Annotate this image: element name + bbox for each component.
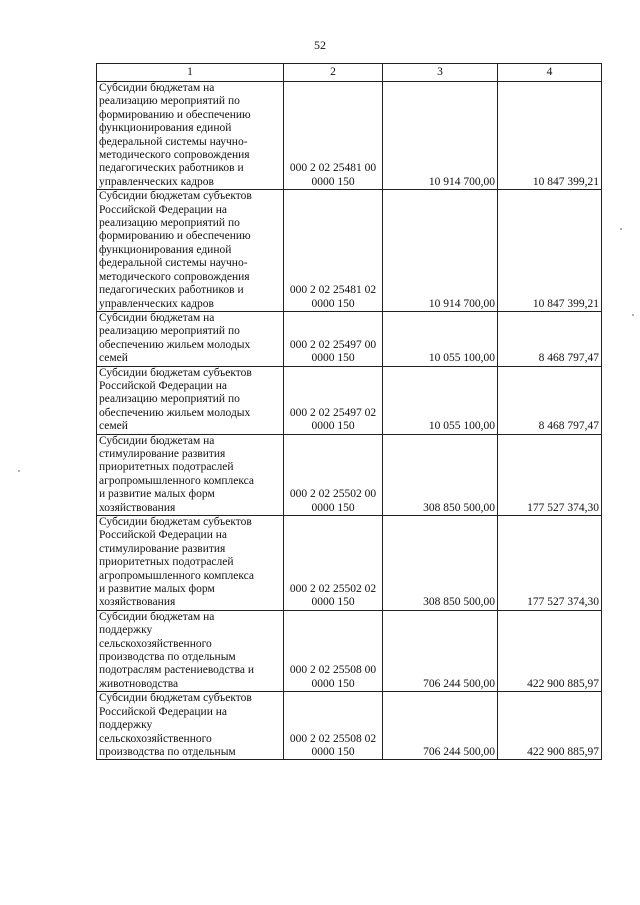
scan-speck: [620, 228, 622, 230]
budget-code: 000 2 02 25508 00 0000 150: [284, 610, 383, 691]
budget-code: 000 2 02 25497 02 0000 150: [284, 366, 383, 434]
subsidy-name: Субсидии бюджетам на реализацию мероприятий по формированию и обеспечению функционирования единой федеральной системы научно- методического сопровождения педагогических работников и управленческих кадров: [97, 82, 284, 190]
budget-code: 000 2 02 25502 00 0000 150: [284, 434, 383, 515]
planned-amount: 706 244 500,00: [383, 610, 498, 691]
budget-code: 000 2 02 25481 02 0000 150: [284, 190, 383, 312]
table-body: [97, 82, 602, 760]
budget-code: 000 2 02 25502 02 0000 150: [284, 516, 383, 611]
planned-amount: 10 055 100,00: [383, 311, 498, 366]
subsidy-name: Субсидии бюджетам субъектов Российской Федерации на стимулирование развития приоритетных подотраслей агропромышленного комплекса и развитие малых форм хозяйствования: [97, 516, 284, 611]
planned-amount: 10 914 700,00: [383, 82, 498, 190]
table-row: [97, 311, 602, 366]
actual-amount: 8 468 797,47: [498, 311, 602, 366]
planned-amount: 308 850 500,00: [383, 434, 498, 515]
subsidy-name: Субсидии бюджетам субъектов Российской Федерации на поддержку сельскохозяйственного производства по отдельным: [97, 692, 284, 760]
subsidy-name: Субсидии бюджетам на реализацию мероприятий по обеспечению жильем молодых семей: [97, 311, 284, 366]
scan-speck: [18, 470, 20, 472]
column-header-2: 2: [284, 64, 383, 82]
page-number: 52: [314, 38, 326, 52]
actual-amount: 10 847 399,21: [498, 82, 602, 190]
budget-code: 000 2 02 25481 00 0000 150: [284, 82, 383, 190]
table-header: [97, 64, 602, 82]
table-row: [97, 190, 602, 312]
subsidy-name: Субсидии бюджетам субъектов Российской Федерации на реализацию мероприятий по формированию и обеспечению функционирования единой федеральной системы научно- методического сопровождения педагогических работников и управленческих кадров: [97, 190, 284, 312]
column-header-4: 4: [498, 64, 602, 82]
subsidy-name: Субсидии бюджетам субъектов Российской Федерации на реализацию мероприятий по обеспечению жильем молодых семей: [97, 366, 284, 434]
budget-code: 000 2 02 25508 02 0000 150: [284, 692, 383, 760]
budget-table: [96, 63, 602, 760]
actual-amount: 8 468 797,47: [498, 366, 602, 434]
table-row: [97, 82, 602, 190]
budget-code: 000 2 02 25497 00 0000 150: [284, 311, 383, 366]
subsidy-name: Субсидии бюджетам на стимулирование развития приоритетных подотраслей агропромышленного комплекса и развитие малых форм хозяйствования: [97, 434, 284, 515]
scan-speck: [632, 314, 634, 316]
table-row: [97, 516, 602, 611]
actual-amount: 10 847 399,21: [498, 190, 602, 312]
actual-amount: 422 900 885,97: [498, 610, 602, 691]
column-header-3: 3: [383, 64, 498, 82]
table-row: [97, 610, 602, 691]
planned-amount: 10 055 100,00: [383, 366, 498, 434]
actual-amount: 177 527 374,30: [498, 516, 602, 611]
table-row: [97, 692, 602, 760]
subsidy-name: Субсидии бюджетам на поддержку сельскохозяйственного производства по отдельным подотраслям растениеводства и животноводства: [97, 610, 284, 691]
planned-amount: 308 850 500,00: [383, 516, 498, 611]
table-row: [97, 434, 602, 515]
header-row: [97, 64, 602, 82]
table-row: [97, 366, 602, 434]
actual-amount: 422 900 885,97: [498, 692, 602, 760]
actual-amount: 177 527 374,30: [498, 434, 602, 515]
column-header-1: 1: [97, 64, 284, 82]
planned-amount: 706 244 500,00: [383, 692, 498, 760]
planned-amount: 10 914 700,00: [383, 190, 498, 312]
